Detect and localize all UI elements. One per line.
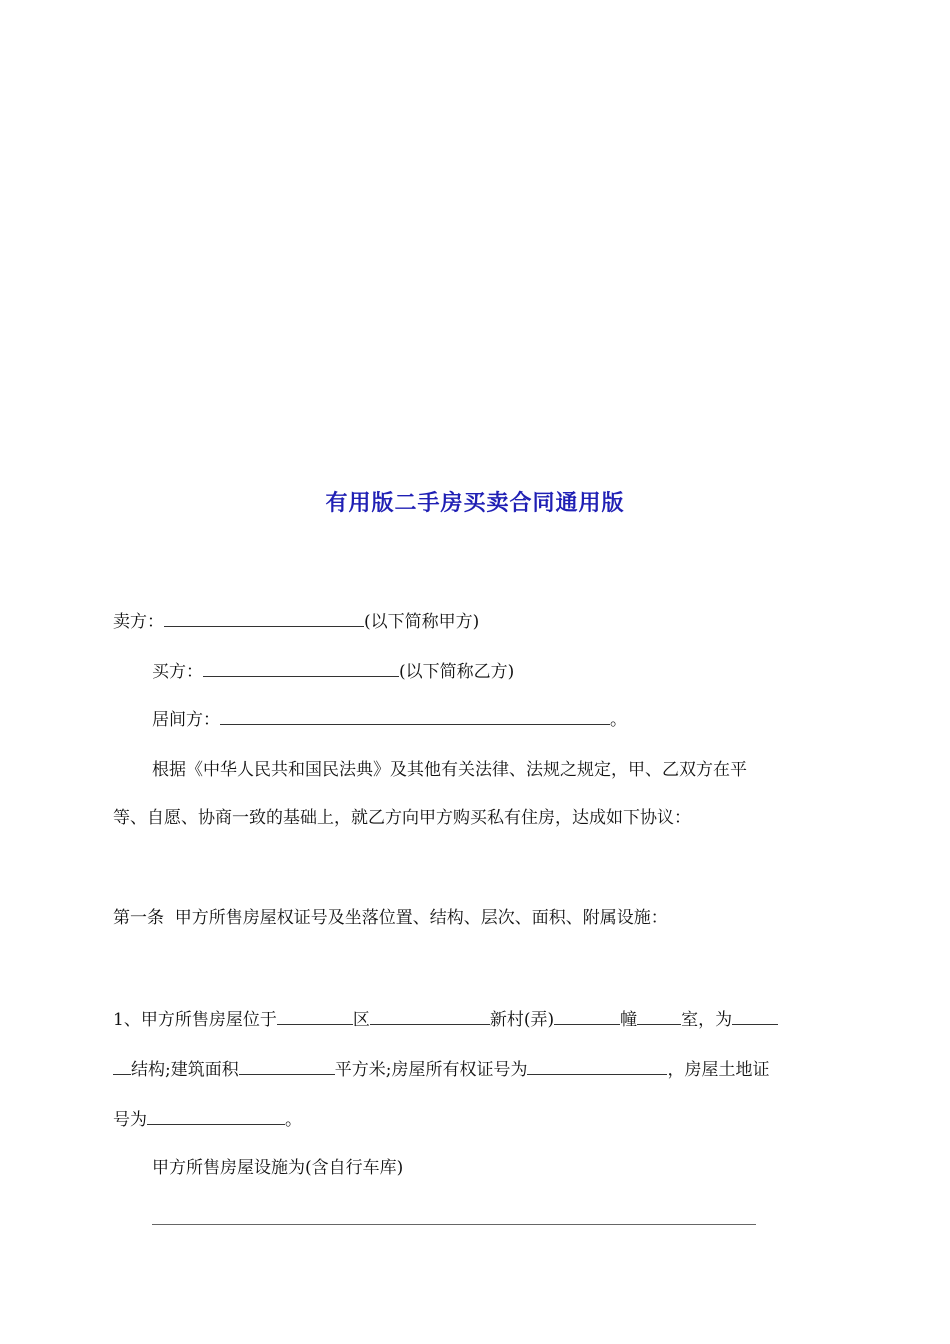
- clause-1-text-5: 室，为: [681, 1010, 733, 1030]
- broker-suffix: 。: [610, 710, 627, 730]
- structure-blank-b[interactable]: [113, 1056, 131, 1075]
- clause-1-text-9: 号为: [113, 1110, 147, 1130]
- seller-line: [113, 608, 479, 634]
- area-blank[interactable]: [239, 1056, 335, 1075]
- clause-1-line-2: [113, 1056, 769, 1082]
- intro-line-1: 根据《中华人民共和国民法典》及其他有关法律、法规之规定，甲、乙双方在平: [152, 760, 747, 780]
- buyer-blank[interactable]: [203, 658, 399, 677]
- seller-blank[interactable]: [164, 608, 364, 627]
- clause-1-line-1: [113, 1006, 778, 1032]
- intro-line-2: 等、自愿、协商一致的基础上，就乙方向甲方购买私有住房，达成如下协议：: [113, 808, 691, 828]
- broker-blank[interactable]: [220, 706, 610, 725]
- clause-1-text-8: ，房屋土地证: [667, 1060, 770, 1080]
- clause-1-text-1: 1、甲方所售房屋位于: [113, 1010, 277, 1030]
- district-blank[interactable]: [277, 1006, 353, 1025]
- document-title: 有用版二手房买卖合同通用版: [325, 491, 625, 516]
- clause-1-text-4: 幢: [620, 1010, 638, 1030]
- seller-suffix: (以下简称甲方): [364, 612, 480, 632]
- room-blank[interactable]: [637, 1006, 681, 1025]
- clause-1-text-3: 新村(弄): [489, 1010, 555, 1030]
- clause-1-line-3: [113, 1106, 302, 1132]
- broker-label: 居间方：: [152, 710, 220, 730]
- clause-1-text-2: 区: [352, 1010, 370, 1030]
- facilities-label: 甲方所售房屋设施为(含自行车库): [152, 1158, 404, 1178]
- clause-1-text-7: 平方米;房屋所有权证号为: [334, 1060, 528, 1080]
- broker-line: [152, 706, 627, 732]
- village-blank[interactable]: [370, 1006, 490, 1025]
- article-1-title: 第一条 甲方所售房屋权证号及坐落位置、结构、层次、面积、附属设施：: [113, 908, 668, 928]
- buyer-line: [152, 658, 514, 684]
- seller-label: 卖方：: [113, 612, 164, 632]
- clause-1-text-10: 。: [285, 1110, 302, 1130]
- structure-blank-a[interactable]: [732, 1006, 778, 1025]
- buyer-suffix: (以下简称乙方): [399, 662, 515, 682]
- buyer-label: 买方：: [152, 662, 203, 682]
- building-blank[interactable]: [554, 1006, 620, 1025]
- ownership-cert-blank[interactable]: [527, 1056, 667, 1075]
- clause-1-text-6: 结构;建筑面积: [131, 1060, 239, 1080]
- land-cert-blank[interactable]: [147, 1106, 285, 1125]
- facilities-blank-line[interactable]: [152, 1224, 756, 1225]
